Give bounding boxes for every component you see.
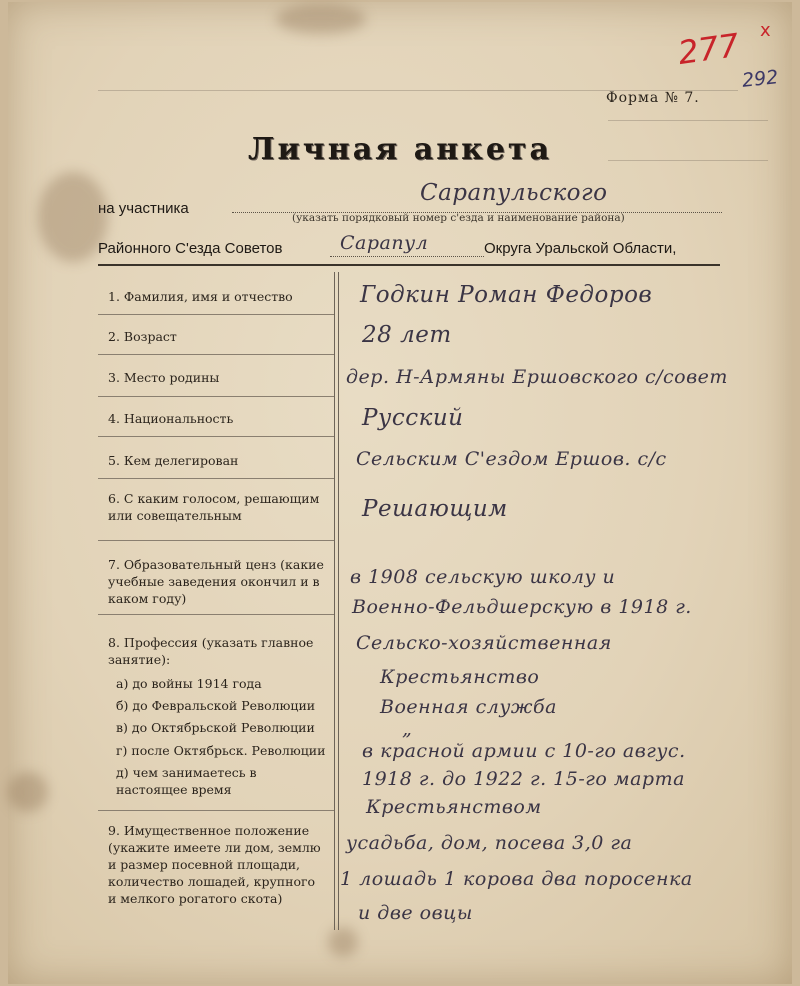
bleed-through-line	[608, 120, 768, 121]
answer-before-october: „	[402, 718, 413, 740]
answer-birthplace: дер. Н-Армяны Ершовского с/совет	[346, 366, 728, 388]
row-separator	[98, 396, 334, 397]
question-2: 2. Возраст	[108, 329, 177, 344]
okrug-label: Округа Уральской Области,	[484, 240, 677, 257]
column-divider	[338, 272, 339, 930]
question-5: 5. Кем делегирован	[108, 453, 239, 468]
question-9: 9. Имущественное положение (укажите имеете ли дом, землю и размер посевной площади, количество лошадей, крупного и мелкого рогатого скота)	[108, 823, 321, 906]
profession-period-c: в) до Октябрьской Революции	[116, 720, 315, 735]
header-rule	[98, 264, 720, 266]
answer-education-1: в 1908 сельскую школу и	[350, 566, 616, 588]
row-separator	[98, 354, 334, 355]
answer-property-2: 1 лошадь 1 корова два поросенка	[340, 868, 693, 890]
answer-delegated-by: Сельским С'ездом Ершов. с/с	[356, 448, 667, 470]
row-separator	[98, 436, 334, 437]
form-title: Личная анкета	[248, 132, 552, 167]
congress-label: Районного С'езда Советов	[98, 240, 283, 257]
profession-period-a: а) до войны 1914 года	[116, 676, 262, 691]
answer-after-october: в красной армии с 10-го авгус.	[362, 740, 686, 762]
profession-period-e: д) чем занимаетесь в настоящее время	[116, 765, 257, 797]
answer-property-1: усадьба, дом, посева 3,0 га	[346, 832, 633, 854]
answer-vote-type: Решающим	[362, 496, 508, 522]
row-separator	[98, 614, 334, 615]
answer-nationality: Русский	[362, 405, 464, 431]
archive-page-number: 292	[740, 66, 780, 92]
paper-stain	[276, 4, 366, 34]
answer-education-2: Военно-Фельдшерскую в 1918 г.	[352, 596, 692, 618]
answer-full-name: Годкин Роман Федоров	[360, 282, 653, 308]
archive-red-cross: x	[760, 20, 771, 41]
question-8: 8. Профессия (указать главное занятие):	[108, 635, 314, 667]
paper-stain	[328, 927, 358, 957]
paper-stain	[8, 772, 48, 812]
congress-handwritten: Сарапул	[340, 232, 429, 254]
answer-before-1914: Крестьянство	[380, 666, 540, 688]
row-separator	[98, 810, 334, 811]
question-1: 1. Фамилия, имя и отчество	[108, 289, 293, 304]
question-4: 4. Национальность	[108, 411, 234, 426]
column-divider	[334, 272, 335, 930]
participant-label: на участника	[98, 200, 189, 217]
profession-period-b: б) до Февральской Революции	[116, 698, 316, 713]
participant-handwritten: Сарапульского	[420, 180, 608, 206]
answer-current-1: 1918 г. до 1922 г. 15-го марта	[362, 768, 685, 790]
archive-red-number: 277	[675, 25, 742, 73]
question-6: 6. С каким голосом, решающим или совещательным	[108, 491, 320, 523]
profession-period-d: г) после Октябрьск. Революции	[116, 743, 326, 758]
answer-age: 28 лет	[362, 322, 452, 348]
row-separator	[98, 540, 334, 541]
row-separator	[98, 314, 334, 315]
question-3: 3. Место родины	[108, 370, 220, 385]
answer-before-february: Военная служба	[380, 696, 557, 718]
row-separator	[98, 478, 334, 479]
congress-dotted-line	[330, 256, 484, 257]
participant-note: (указать порядковый номер с'езда и наименование района)	[292, 212, 625, 224]
question-7: 7. Образовательный ценз (какие учебные заведения окончил и в каком году)	[108, 557, 324, 606]
answer-property-3: и две овцы	[358, 902, 473, 924]
answer-current-2: Крестьянством	[366, 796, 542, 818]
form-number: Форма № 7.	[606, 90, 700, 106]
answer-profession: Сельско-хозяйственная	[356, 632, 612, 654]
